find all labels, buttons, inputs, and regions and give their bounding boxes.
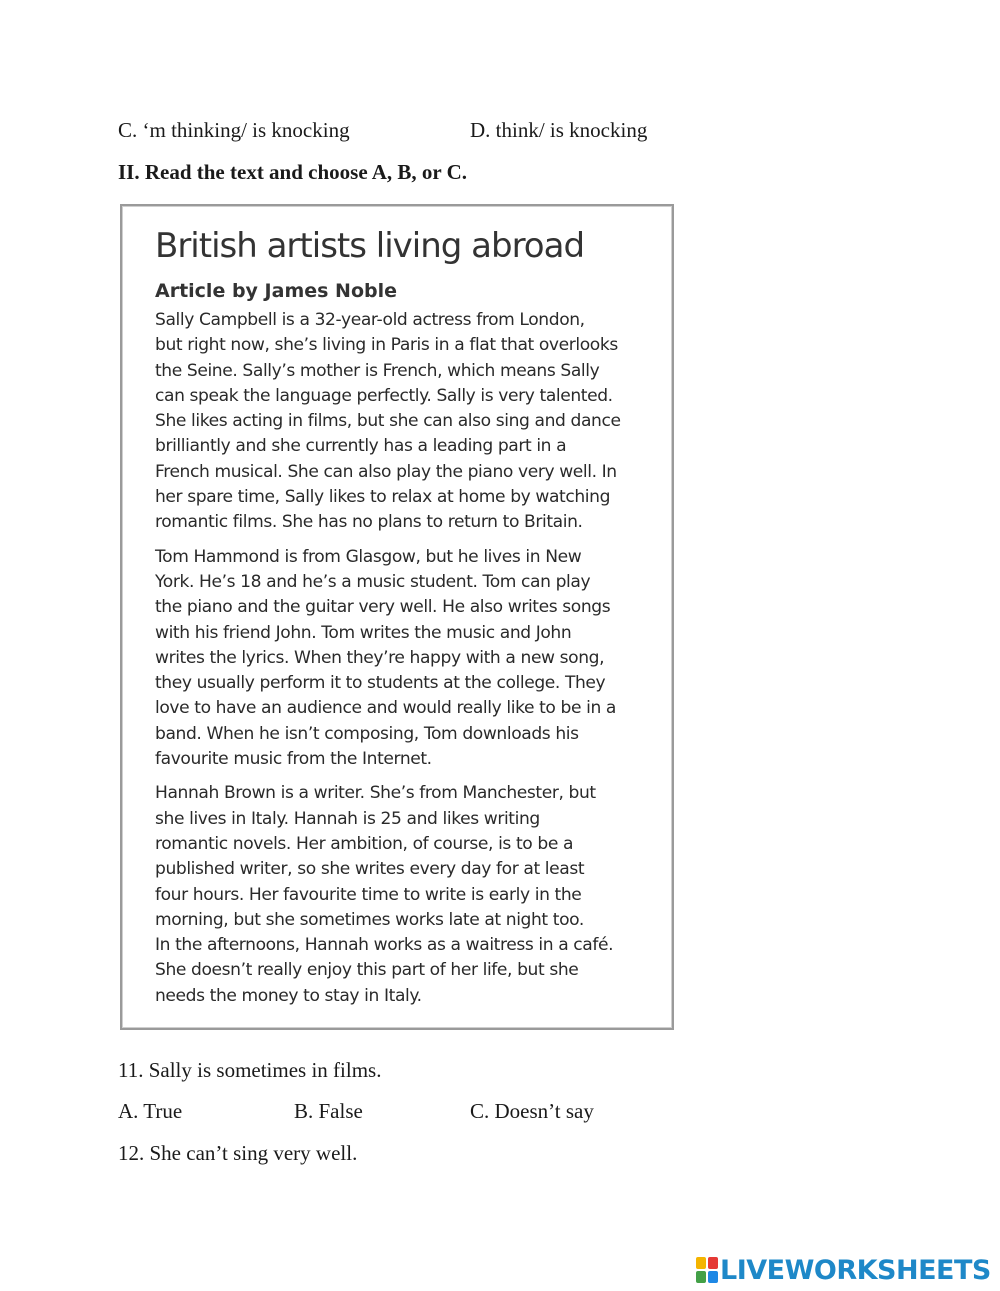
q12-prompt: 12. She can’t sing very well.	[118, 1141, 358, 1165]
logo-square-green	[696, 1271, 706, 1283]
q11-prompt: 11. Sally is sometimes in films.	[118, 1058, 382, 1082]
logo-icon	[696, 1257, 718, 1283]
logo-text: LIVEWORKSHEETS	[720, 1254, 991, 1286]
logo-square-yellow	[696, 1257, 706, 1269]
q11-option-c[interactable]: C. Doesn’t say	[470, 1099, 594, 1123]
option-c-prev: C. ‘m thinking/ is knocking	[118, 118, 350, 142]
liveworksheets-logo	[696, 1254, 991, 1286]
q11-option-b[interactable]: B. False	[294, 1099, 363, 1123]
paragraph-tom: Tom Hammond is from Glasgow, but he lives in New York. He’s 18 and he’s a music student. Tom can play the piano and the guitar very well. He also writes songs with his friend John. Tom writes the music and John writes the lyrics. When they’re happy with a new song, they usually perform it to students at the college. They love to have an audience and would really like to be in a band. When he isn’t composing, Tom downloads his favourite music from the Internet.	[155, 546, 617, 770]
article-byline: Article by James Noble	[155, 280, 397, 302]
paragraph-sally: Sally Campbell is a 32-year-old actress from London, but right now, she’s living in Paris in a flat that overlooks the Seine. Sally’s mother is French, which means Sally can speak the language perfectly. Sally is very talented. She likes acting in films, but she can also sing and dance brilliantly and she currently has a leading part in a French musical. She can also play the piano very well. In her spare time, Sally likes to relax at home by watching romantic films. She has no plans to return to Britain.	[155, 310, 621, 533]
q11-option-a[interactable]: A. True	[118, 1099, 183, 1123]
article-box	[120, 204, 674, 1030]
option-d-prev: D. think/ is knocking	[470, 118, 648, 142]
logo-square-blue	[708, 1271, 718, 1283]
paragraph-hannah: Hannah Brown is a writer. She’s from Manchester, but she lives in Italy. Hannah is 25 and likes writing romantic novels. Her ambition, of course, is to be a published writer, so she writes every day for at least four hours. Her favourite time to write is early in the morning, but she sometimes works late at night too. In the afternoons, Hannah works as a waitress in a café. She doesn’t really enjoy this part of her life, but she needs the money to stay in Italy.	[155, 783, 614, 1006]
article-content	[155, 224, 655, 1018]
section-heading: II. Read the text and choose A, B, or C.	[118, 160, 468, 184]
article-title: British artists living abroad	[155, 226, 585, 266]
logo-square-red	[708, 1257, 718, 1269]
